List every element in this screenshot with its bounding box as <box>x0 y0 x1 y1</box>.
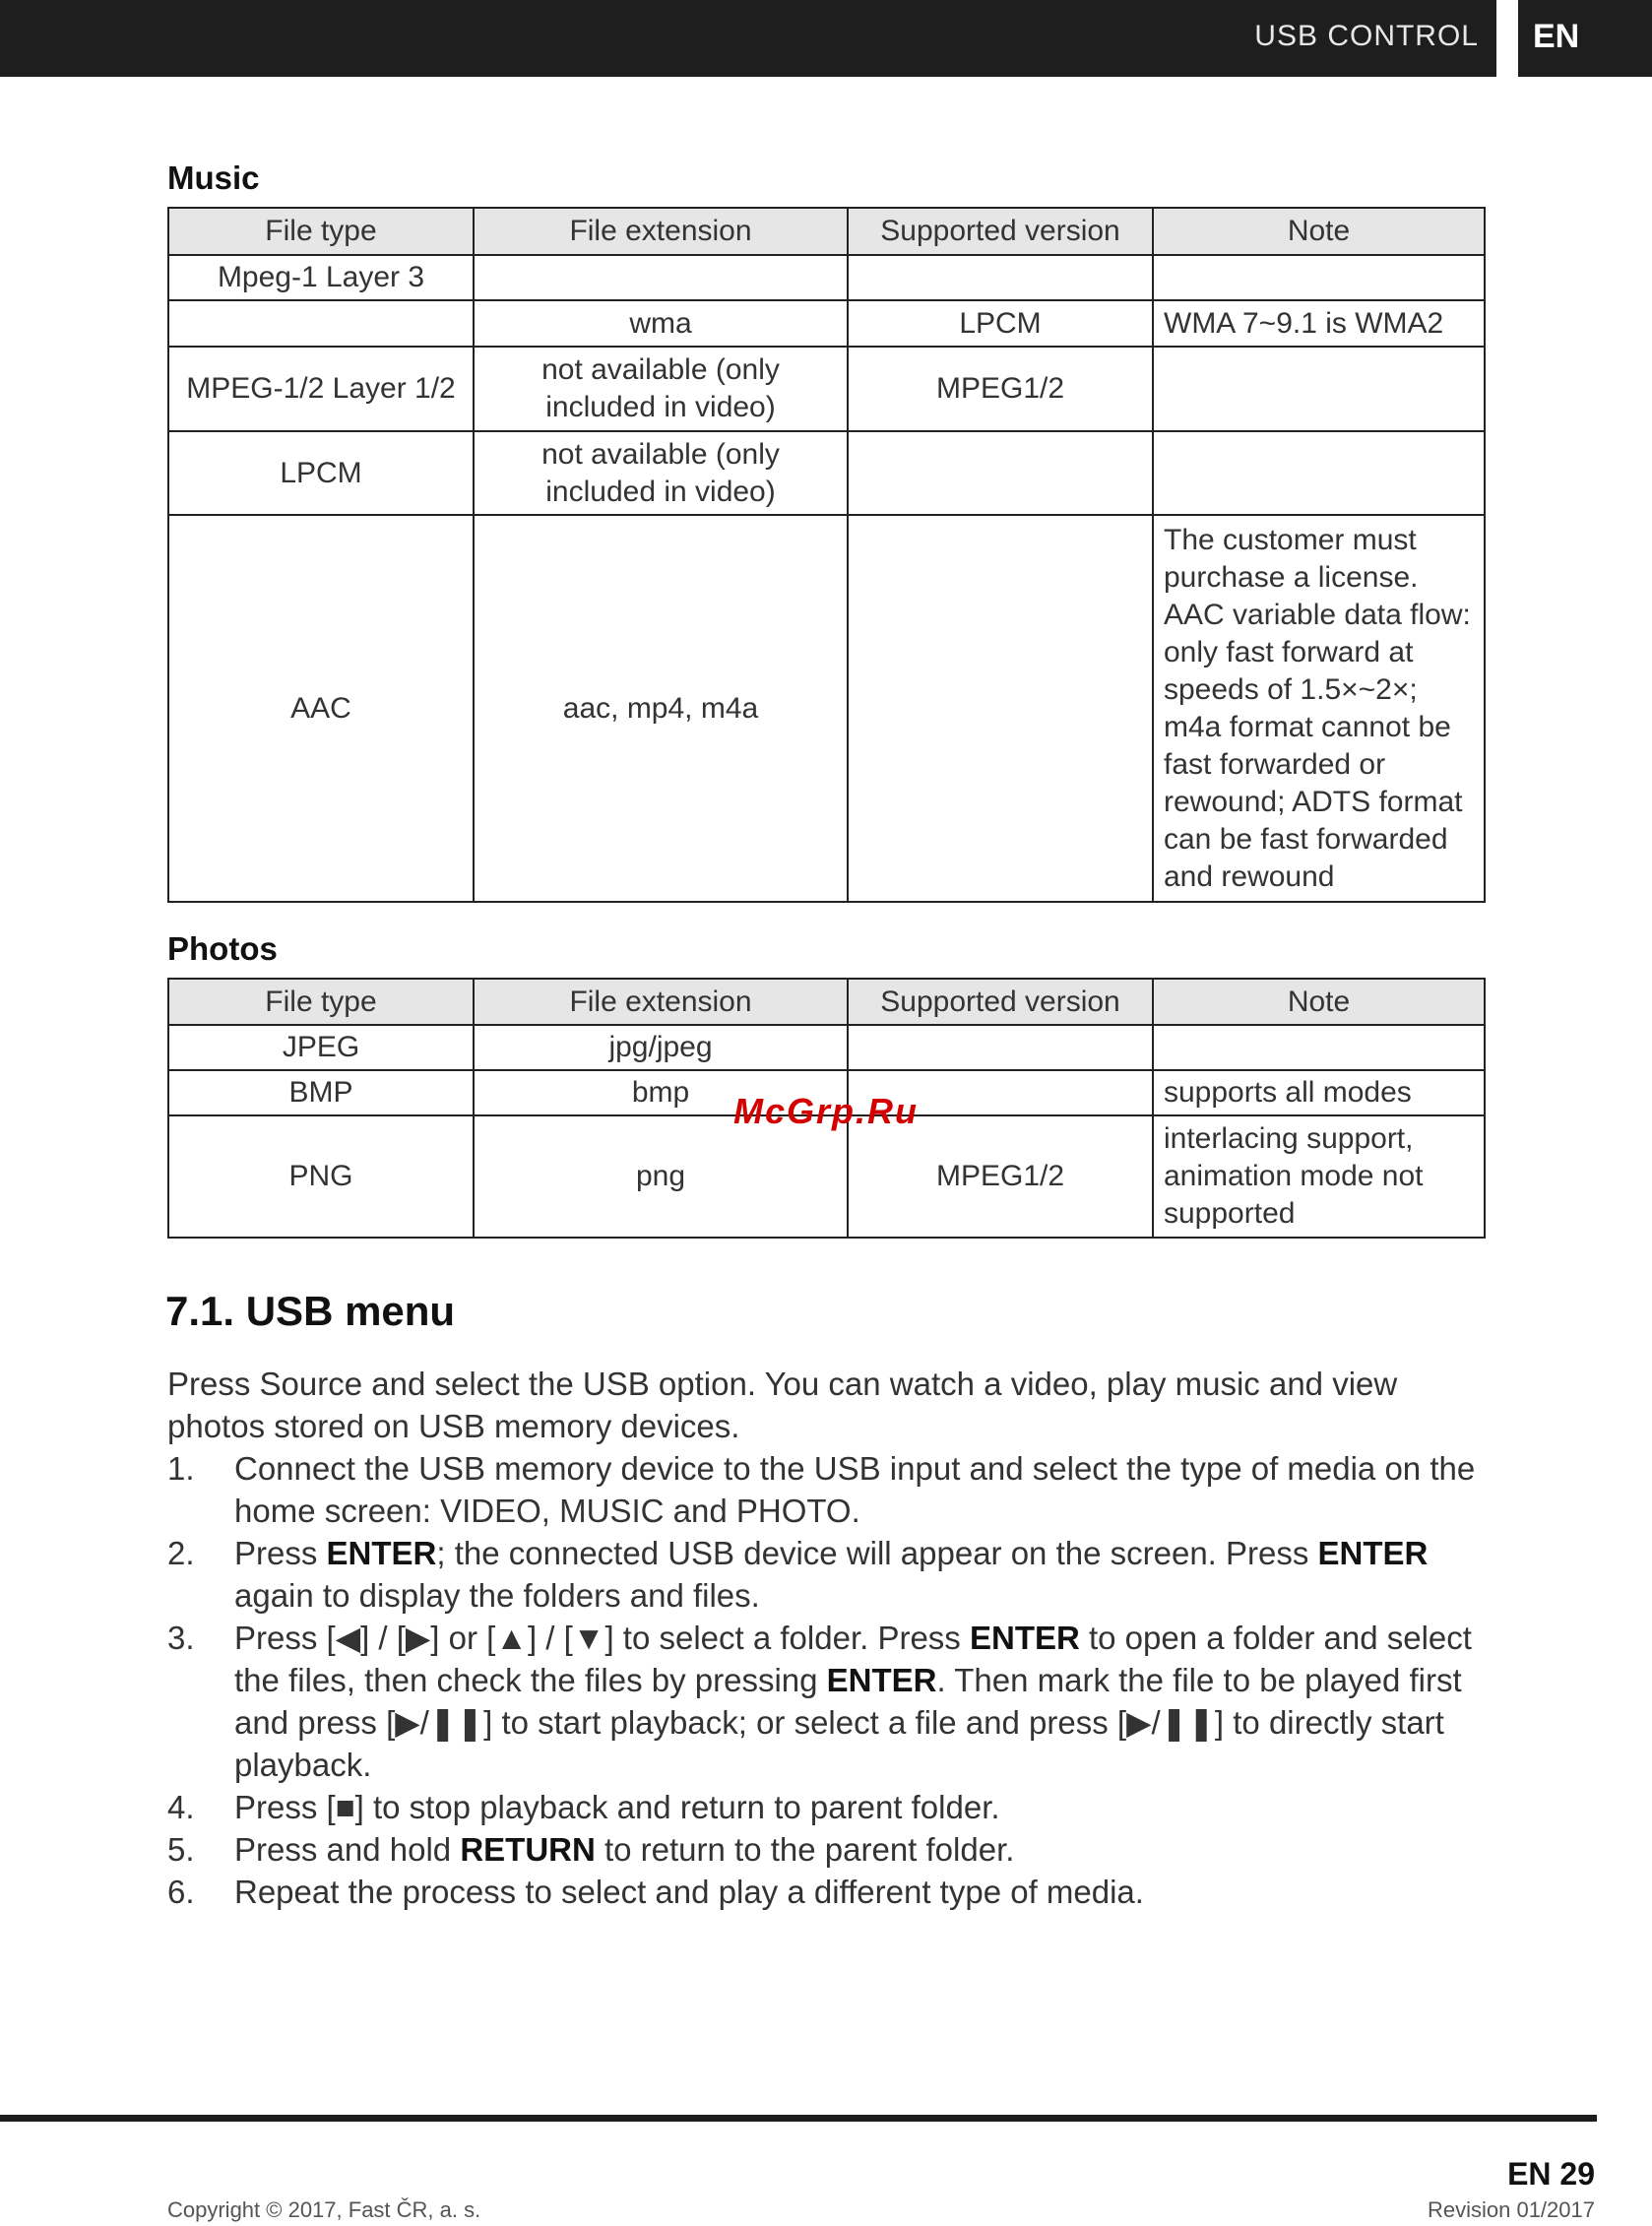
footer-rule <box>0 2115 1597 2122</box>
step-number: 4. <box>167 1789 195 1825</box>
column-header: File type <box>168 979 474 1025</box>
table-cell <box>1153 1025 1485 1070</box>
language-label: EN <box>1533 18 1580 55</box>
step-text: again to display the folders and files. <box>234 1577 760 1614</box>
table-cell: MPEG-1/2 Layer 1/2 <box>168 347 474 431</box>
table-cell: wma <box>474 300 848 347</box>
table-cell: LPCM <box>848 300 1153 347</box>
table-cell: jpg/jpeg <box>474 1025 848 1070</box>
table-cell: JPEG <box>168 1025 474 1070</box>
table-row <box>168 300 1485 347</box>
language-tab <box>1518 0 1652 77</box>
section-title: USB CONTROL <box>1254 20 1479 52</box>
table-cell <box>474 255 848 300</box>
column-header: File extension <box>474 208 848 255</box>
table-row <box>168 431 1485 515</box>
steps-list <box>167 1447 1496 1913</box>
table-cell <box>1153 431 1485 515</box>
table-cell: not available (only included in video) <box>474 347 848 431</box>
table-cell <box>848 255 1153 300</box>
step-text: . Then mark the file to be played first and press [▶/❚❚] to start playback; or select a file and press [▶/❚❚] to directly start playback. <box>234 1662 1462 1783</box>
table-cell: png <box>474 1115 848 1238</box>
column-header: Supported version <box>848 208 1153 255</box>
table-cell: The customer must purchase a license. AAC variable data flow: only fast forward at speeds of 1.5×~2×; m4a format cannot be fast forwarded or rewound; ADTS format can be fast forwarded and rewound <box>1153 515 1485 902</box>
music-label: Music <box>167 159 260 196</box>
table-row <box>168 1115 1485 1238</box>
step-number: 2. <box>167 1535 195 1571</box>
step-number: 5. <box>167 1831 195 1868</box>
step-item <box>167 1786 1496 1828</box>
column-header: File extension <box>474 979 848 1025</box>
table-header-row <box>168 208 1485 255</box>
key-name: ENTER <box>1317 1535 1429 1571</box>
table-cell: MPEG1/2 <box>848 347 1153 431</box>
column-header: File type <box>168 208 474 255</box>
table-cell: PNG <box>168 1115 474 1238</box>
header-bar <box>0 0 1496 77</box>
column-header: Note <box>1153 208 1485 255</box>
table-cell: aac, mp4, m4a <box>474 515 848 902</box>
table-cell: MPEG1/2 <box>848 1115 1153 1238</box>
step-text: Press <box>234 1535 327 1571</box>
step-number: 3. <box>167 1620 195 1656</box>
watermark: McGrp.Ru <box>733 1091 920 1131</box>
table-cell <box>1153 255 1485 300</box>
table-cell: not available (only included in video) <box>474 431 848 515</box>
intro-paragraph: Press Source and select the USB option. You can watch a video, play music and view photos stored on USB memory devices. <box>167 1366 1398 1444</box>
table-header-row <box>168 979 1485 1025</box>
table-cell: LPCM <box>168 431 474 515</box>
table-cell: AAC <box>168 515 474 902</box>
step-number: 6. <box>167 1874 195 1910</box>
table-row <box>168 255 1485 300</box>
table-cell <box>848 431 1153 515</box>
key-name: ENTER <box>826 1662 937 1698</box>
step-text: ; the connected USB device will appear on the screen. Press <box>436 1535 1318 1571</box>
step-item <box>167 1871 1496 1913</box>
table-cell: BMP <box>168 1070 474 1115</box>
key-name: ENTER <box>969 1620 1080 1656</box>
revision: Revision 01/2017 <box>1427 2197 1595 2222</box>
table-cell: supports all modes <box>1153 1070 1485 1115</box>
step-text: to return to the parent folder. <box>595 1831 1015 1868</box>
step-item <box>167 1532 1496 1617</box>
table-cell <box>168 300 474 347</box>
step-number: 1. <box>167 1450 195 1487</box>
table-row <box>168 1025 1485 1070</box>
step-text: Repeat the process to select and play a different type of media. <box>234 1874 1144 1910</box>
photos-label: Photos <box>167 930 278 967</box>
table-row <box>168 347 1485 431</box>
step-item <box>167 1828 1496 1871</box>
table-cell <box>848 515 1153 902</box>
step-text: Press and hold <box>234 1831 461 1868</box>
step-item <box>167 1447 1496 1532</box>
key-name: ENTER <box>326 1535 437 1571</box>
table-row <box>168 515 1485 902</box>
table-cell: WMA 7~9.1 is WMA2 <box>1153 300 1485 347</box>
step-text: to open a folder and select the files, then check the files by pressing <box>234 1620 1472 1698</box>
table-cell <box>848 1025 1153 1070</box>
step-text: Press [◀] / [▶] or [▲] / [▼] to select a folder. Press <box>234 1620 970 1656</box>
key-name: RETURN <box>460 1831 596 1868</box>
step-text: Connect the USB memory device to the USB input and select the type of media on the home screen: VIDEO, MUSIC and PHOTO. <box>234 1450 1476 1529</box>
music-table <box>167 207 1486 903</box>
section-heading: 7.1. USB menu <box>165 1288 456 1334</box>
column-header: Supported version <box>848 979 1153 1025</box>
table-cell: bmp <box>474 1070 848 1115</box>
table-cell: Mpeg-1 Layer 3 <box>168 255 474 300</box>
copyright: Copyright © 2017, Fast ČR, a. s. <box>167 2197 481 2222</box>
column-header: Note <box>1153 979 1485 1025</box>
step-item <box>167 1617 1496 1786</box>
page-number: EN 29 <box>1507 2156 1595 2192</box>
table-cell <box>1153 347 1485 431</box>
step-text: Press [■] to stop playback and return to parent folder. <box>234 1789 1000 1825</box>
table-cell: interlacing support, animation mode not supported <box>1153 1115 1485 1238</box>
